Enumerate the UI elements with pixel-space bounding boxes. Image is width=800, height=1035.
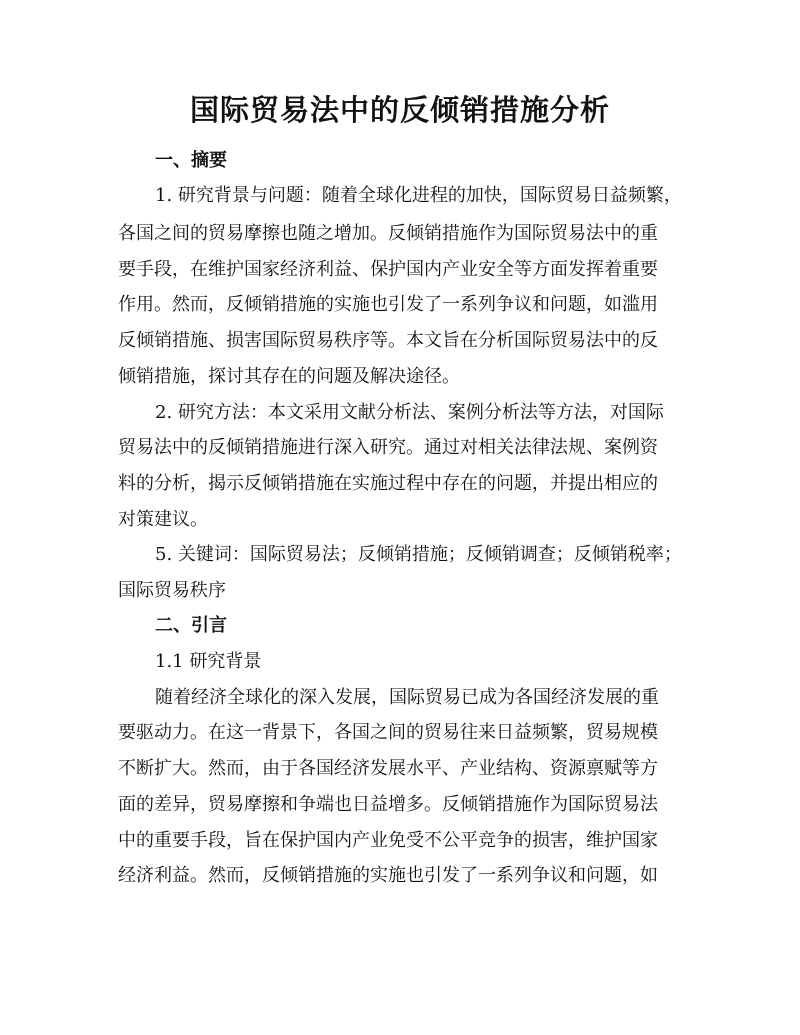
paragraph-line: 料的分析，揭示反倾销措施在实施过程中存在的问题，并提出相应的 — [118, 473, 658, 494]
paragraph-line: 5. 关键词：国际贸易法；反倾销措施；反倾销调查；反倾销税率； — [155, 544, 682, 565]
paragraph-line: 贸易法中的反倾销措施进行深入研究。通过对相关法律法规、案例资 — [118, 437, 658, 458]
paragraph-line: 倾销措施，探讨其存在的问题及解决途径。 — [118, 366, 460, 387]
paragraph-line: 要驱动力。在这一背景下，各国之间的贸易往来日益频繁，贸易规模 — [118, 722, 658, 743]
paragraph-line: 不断扩大。然而，由于各国经济发展水平、产业结构、资源禀赋等方 — [118, 758, 658, 779]
document-title: 国际贸易法中的反倾销措施分析 — [189, 93, 610, 127]
paragraph-line: 反倾销措施、损害国际贸易秩序等。本文旨在分析国际贸易法中的反 — [118, 330, 658, 351]
section-heading-introduction: 二、引言 — [155, 615, 227, 636]
subsection-heading-background: 1.1 研究背景 — [155, 651, 262, 672]
paragraph-line: 要手段，在维护国家经济利益、保护国内产业安全等方面发挥着重要 — [118, 259, 658, 280]
paragraph-line: 面的差异，贸易摩擦和争端也日益增多。反倾销措施作为国际贸易法 — [118, 794, 658, 815]
paragraph-line: 作用。然而，反倾销措施的实施也引发了一系列争议和问题，如滥用 — [118, 294, 658, 315]
paragraph-line: 各国之间的贸易摩擦也随之增加。反倾销措施作为国际贸易法中的重 — [118, 223, 658, 244]
section-heading-abstract: 一、摘要 — [155, 150, 227, 171]
paragraph-line: 对策建议。 — [118, 509, 208, 530]
paragraph-line: 随着经济全球化的深入发展，国际贸易已成为各国经济发展的重 — [155, 687, 659, 708]
paragraph-line: 2. 研究方法：本文采用文献分析法、案例分析法等方法，对国际 — [155, 402, 664, 423]
paragraph-line: 1. 研究背景与问题：随着全球化进程的加快，国际贸易日益频繁， — [155, 185, 682, 206]
paragraph-line: 经济利益。然而，反倾销措施的实施也引发了一系列争议和问题，如 — [118, 865, 658, 886]
paragraph-line: 国际贸易秩序 — [118, 580, 226, 601]
paragraph-line: 中的重要手段，旨在保护国内产业免受不公平竞争的损害，维护国家 — [118, 830, 658, 851]
